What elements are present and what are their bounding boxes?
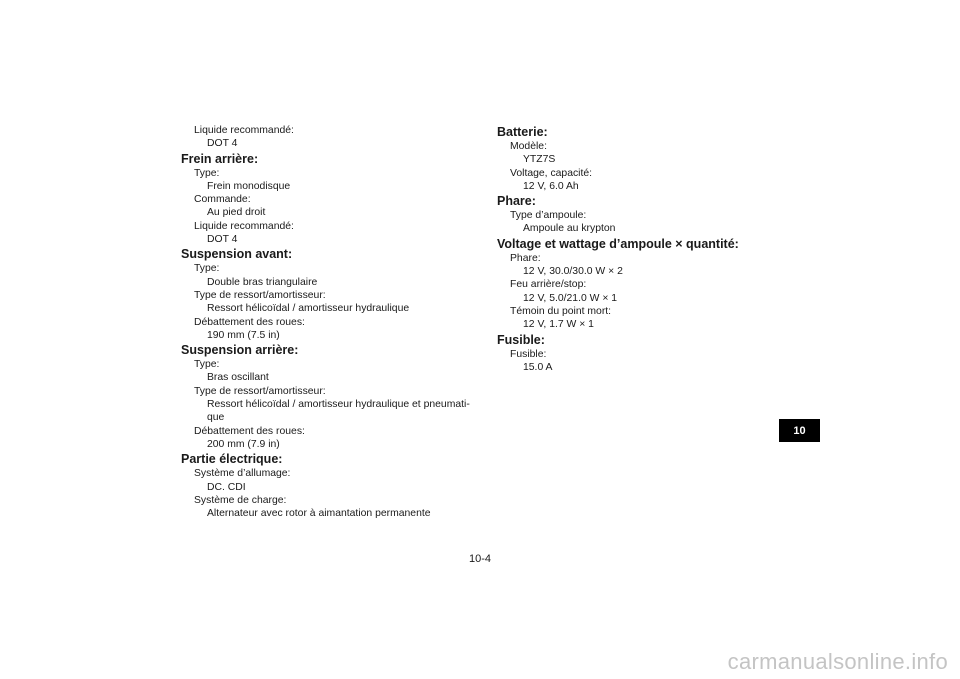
- section-heading: Partie électrique:: [181, 452, 283, 467]
- spec-label: Type de ressort/amortisseur:: [194, 385, 326, 397]
- spec-label: Fusible:: [510, 348, 547, 360]
- spec-value: 190 mm (7.5 in): [207, 329, 280, 341]
- spec-label: Commande:: [194, 194, 251, 206]
- spec-value: 200 mm (7.9 in): [207, 438, 280, 450]
- section-bulb-wattage: [497, 236, 797, 332]
- section-rear-brake: [181, 151, 481, 247]
- spec-value: 15.0 A: [523, 361, 553, 373]
- spec-label: Type de ressort/amortisseur:: [194, 289, 326, 301]
- section-rear-suspension: [181, 342, 481, 451]
- spec-value: DOT 4: [207, 234, 238, 246]
- spec-value: DOT 4: [207, 138, 238, 150]
- section-headlight: [497, 193, 797, 236]
- spec-label: Débattement des roues:: [194, 316, 305, 328]
- spec-value: Ampoule au krypton: [523, 223, 616, 235]
- left-column: [181, 124, 481, 520]
- spec-label: Type:: [194, 359, 220, 371]
- spec-label: Phare:: [510, 252, 541, 264]
- spec-item: [181, 124, 481, 151]
- spec-label: Type:: [194, 167, 220, 179]
- spec-label: Feu arrière/stop:: [510, 279, 587, 291]
- section-heading: Phare:: [497, 194, 536, 209]
- section-battery: [497, 124, 797, 193]
- spec-value: Frein monodisque: [207, 180, 291, 192]
- spec-value: DC. CDI: [207, 481, 246, 493]
- spec-value: YTZ7S: [523, 154, 556, 166]
- section-front-suspension: [181, 246, 481, 342]
- spec-label: Système d’allumage:: [194, 468, 291, 480]
- page-number: 10-4: [468, 553, 492, 565]
- spec-value: 12 V, 30.0/30.0 W × 2: [523, 266, 623, 278]
- spec-value: 12 V, 6.0 Ah: [523, 180, 579, 192]
- right-column: [497, 124, 797, 374]
- section-heading: Fusible:: [497, 332, 545, 347]
- section-heading: Suspension arrière:: [181, 343, 299, 358]
- section-heading: Suspension avant:: [181, 247, 293, 262]
- spec-value: Ressort hélicoïdal / amortisseur hydraulique et pneumati-: [207, 399, 470, 411]
- section-electrical: [181, 451, 481, 520]
- spec-value: Bras oscillant: [207, 372, 269, 384]
- section-fuse: [497, 332, 797, 375]
- spec-label: Type d’ampoule:: [510, 210, 587, 222]
- section-heading: Batterie:: [497, 125, 548, 139]
- section-heading: Voltage et wattage d’ampoule × quantité:: [497, 236, 739, 251]
- chapter-tab: 10: [779, 419, 820, 442]
- spec-label: Liquide recommandé:: [194, 220, 294, 232]
- spec-value: 12 V, 5.0/21.0 W × 1: [523, 292, 618, 304]
- section-heading: Frein arrière:: [181, 151, 259, 166]
- spec-label: Témoin du point mort:: [510, 305, 612, 317]
- spec-label: Modèle:: [510, 141, 547, 152]
- spec-label: Type:: [194, 263, 220, 275]
- spec-value: 12 V, 1.7 W × 1: [523, 319, 594, 331]
- spec-value: Alternateur avec rotor à aimantation permanente: [207, 508, 431, 520]
- spec-label: Système de charge:: [194, 494, 287, 506]
- spec-value: Au pied droit: [207, 207, 266, 219]
- spec-label: Liquide recommandé:: [194, 125, 294, 136]
- spec-value: Ressort hélicoïdal / amortisseur hydraulique: [207, 303, 410, 315]
- spec-label: Voltage, capacité:: [510, 167, 593, 179]
- spec-value-continued: que: [207, 412, 225, 424]
- watermark-text: carmanualsonline.info: [727, 649, 948, 674]
- spec-label: Débattement des roues:: [194, 425, 305, 437]
- spec-value: Double bras triangulaire: [207, 276, 318, 288]
